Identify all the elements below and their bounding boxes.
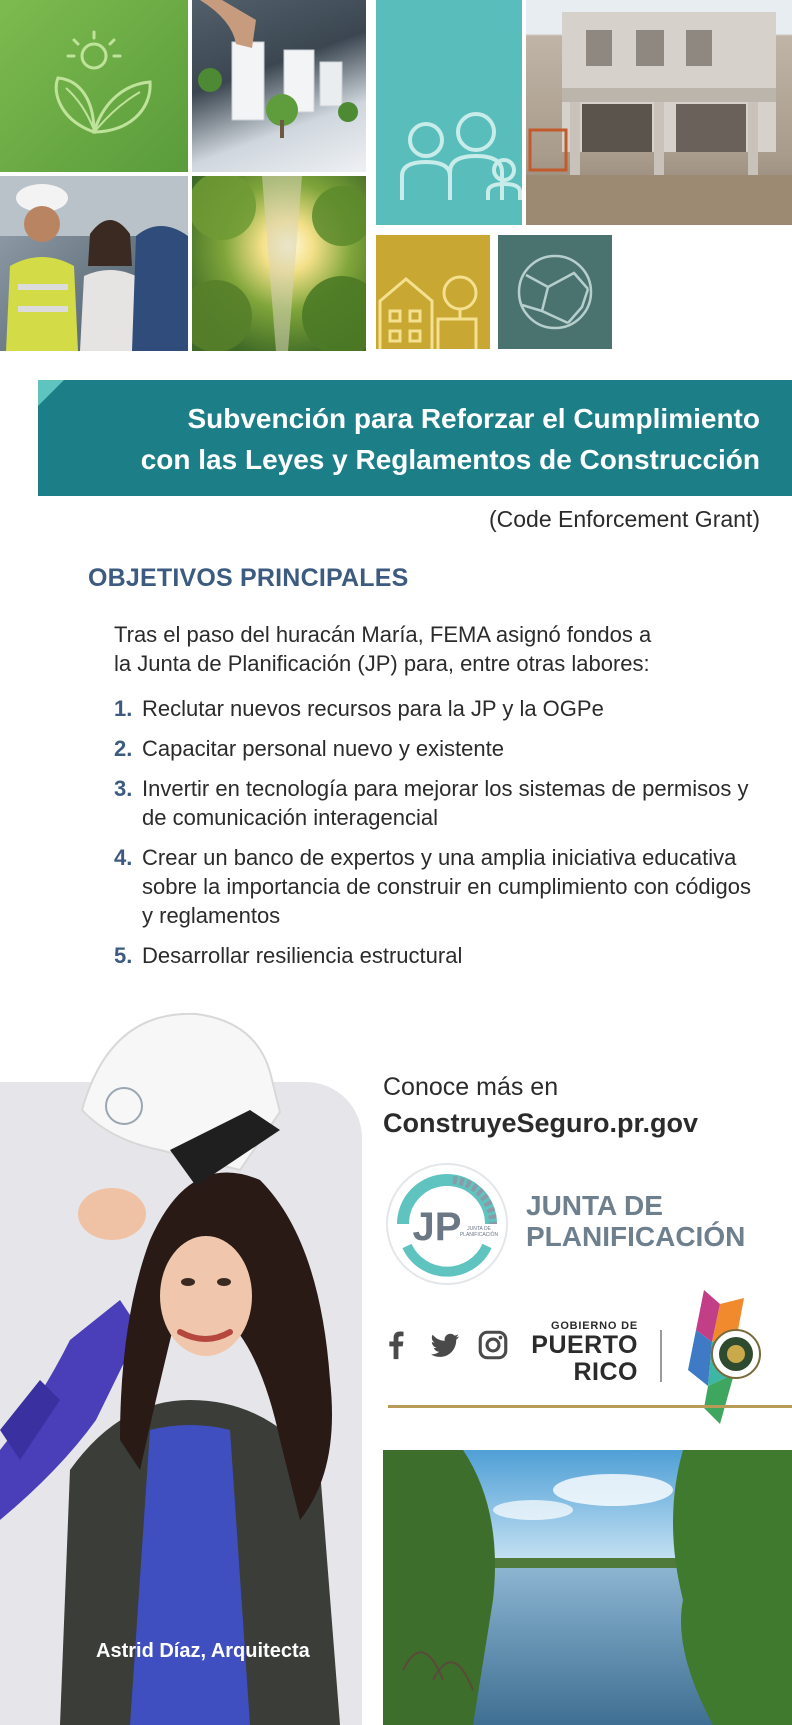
government-line1: PUERTO [531, 1331, 638, 1359]
objective-number: 5. [114, 943, 133, 968]
title-corner-accent [38, 380, 64, 406]
twitter-icon[interactable] [428, 1328, 462, 1362]
objective-number: 3. [114, 776, 133, 801]
social-icons [380, 1328, 510, 1362]
map-globe-icon-tile [498, 235, 612, 349]
objective-text: Crear un banco de expertos y una amplia iniciativa educativa sobre la importancia de construir en cumplimiento con códigos y reglamentos [142, 845, 751, 928]
house-tree-icon [376, 235, 490, 349]
facebook-icon[interactable] [380, 1328, 414, 1362]
jp-logo [383, 1160, 511, 1288]
government-logo [514, 1320, 638, 1386]
gold-divider [388, 1405, 792, 1408]
mangrove-lagoon-photo [383, 1450, 792, 1725]
learn-more-label: Conoce más en [383, 1073, 559, 1101]
objective-text: Invertir en tecnología para mejorar los sistemas de permisos y de comunicación interagencial [142, 776, 749, 830]
house-tree-icon-tile [376, 235, 490, 349]
objective-item [114, 694, 754, 723]
objective-number: 2. [114, 736, 133, 761]
page-title-line2: con las Leyes y Reglamentos de Construcción [140, 444, 760, 475]
objective-item [114, 734, 754, 763]
objectives-list [114, 694, 754, 981]
map-globe-icon [498, 235, 612, 349]
page-subtitle: (Code Enforcement Grant) [488, 506, 760, 532]
page-title [60, 398, 760, 480]
workers-photo [0, 176, 188, 351]
jp-name-line1: JUNTA DE [526, 1190, 663, 1221]
objective-item [114, 941, 754, 970]
objective-text: Desarrollar resiliencia estructural [142, 943, 463, 968]
objective-text: Capacitar personal nuevo y existente [142, 736, 504, 761]
jp-name-line2: PLANIFICACIÓN [526, 1221, 746, 1252]
government-small-label: GOBIERNO DE [550, 1320, 638, 1332]
objective-text: Reclutar nuevos recursos para la JP y la OGPe [142, 696, 604, 721]
svg-text:JP: JP [412, 1205, 462, 1249]
portrait-caption: Astrid Díaz, Arquitecta [96, 1640, 310, 1662]
leaf-sun-icon [0, 0, 188, 172]
sunlit-trees-photo [192, 176, 366, 351]
objective-number: 4. [114, 845, 133, 870]
puerto-rico-seal-icon [684, 1290, 770, 1424]
building-construction-photo [526, 0, 792, 225]
government-line2: RICO [573, 1358, 638, 1386]
people-group-icon [376, 0, 522, 225]
svg-text:PLANIFICACIÓN: PLANIFICACIÓN [459, 1232, 499, 1238]
website-link[interactable]: ConstruyeSeguro.pr.gov [383, 1108, 699, 1138]
svg-text:JUNTA DE: JUNTA DE [467, 1226, 491, 1232]
architect-portrait-photo [0, 1000, 362, 1725]
objective-item [114, 774, 754, 832]
jp-logo-icon [383, 1160, 511, 1288]
objective-number: 1. [114, 696, 133, 721]
government-divider [660, 1330, 662, 1382]
city-model-photo [192, 0, 366, 172]
jp-name [526, 1190, 745, 1252]
objectives-intro [114, 620, 734, 678]
objectives-intro-line1: Tras el paso del huracán María, FEMA asignó fondos a [114, 622, 652, 647]
title-banner [38, 380, 792, 496]
objectives-intro-line2: la Junta de Planificación (JP) para, entre otras labores: [114, 651, 650, 676]
objective-item [114, 843, 754, 930]
hard-hat-icon [82, 1014, 280, 1186]
instagram-icon[interactable] [476, 1328, 510, 1362]
people-icon-tile [376, 0, 522, 225]
puerto-rico-seal [684, 1290, 770, 1424]
page-title-line1: Subvención para Reforzar el Cumplimiento [187, 403, 760, 434]
objectives-heading: OBJETIVOS PRINCIPALES [88, 564, 409, 592]
leaf-sun-icon-tile [0, 0, 188, 172]
